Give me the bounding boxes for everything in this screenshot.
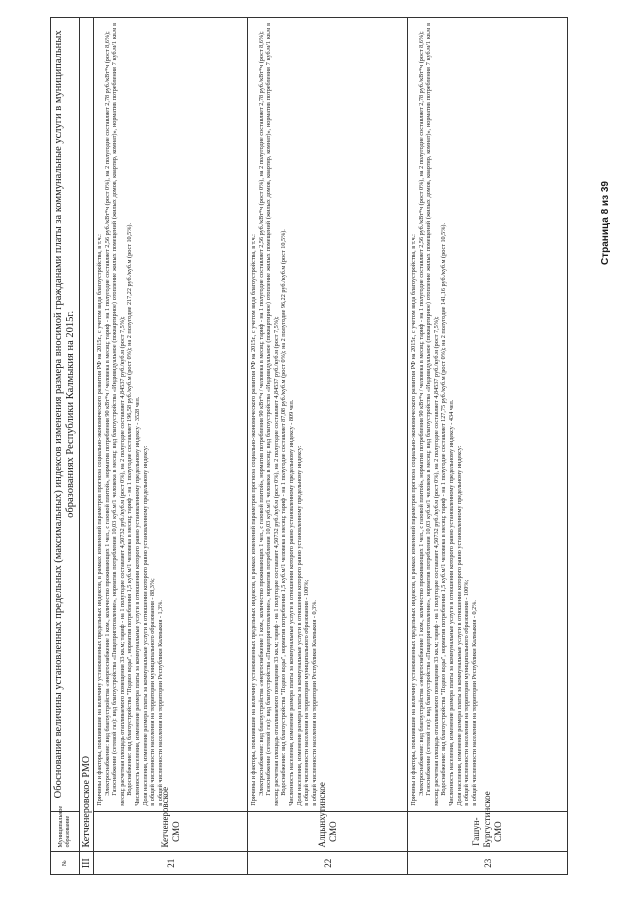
table-row — [248, 18, 408, 875]
row-number: 23 — [408, 852, 568, 875]
col-municipality-header: Муниципальное образование — [51, 811, 80, 852]
row-municipality: Гашун-Бургустинское СМО — [408, 811, 568, 852]
justification-line: в общей численности населения на территории муниципального образования - 100%; — [463, 579, 471, 806]
justification-line: в общей численности населения на территории муниципального образования - 100%; — [303, 579, 311, 806]
section-number: III — [80, 852, 94, 875]
justification-line: в общей численности населения на территории Республики Калмыкия - 1,3%. — [156, 600, 164, 806]
justification-line: Численность населения, изменение размера платы за коммунальные услуги в отношении которого равно установленному предельному индексу - 434 чел. — [447, 399, 455, 806]
table-row — [408, 18, 568, 875]
page-number: Страница 8 из 39 — [600, 181, 611, 265]
section-row — [80, 18, 94, 875]
tariff-table — [50, 17, 568, 875]
row-justification — [94, 18, 248, 812]
justification-line: Численность населения, изменение размера платы за коммунальные услуги в отношении которого равно установленному предельному индексу - 3528 чел. — [133, 396, 141, 806]
row-number: 22 — [248, 852, 408, 875]
row-justification — [248, 18, 408, 812]
justification-line: Численность населения, изменение размера платы за коммунальные услуги в отношении которого равно установленному предельному индексу - 809 чел. — [287, 399, 295, 806]
justification-line: Водоснабжение: вид благоустройства "Подвоз воды", норматив потребления 1,5 куб.м/1 человека в месяц; тариф - на 1 полугодие составляет 196,58 руб./куб.м (рост 0%); на 2 полугодие 217,22 руб./куб.м (рост 10,5%). — [126, 222, 134, 796]
justification-line: Электроснабжение: вид благоустройства «энергоснабжение 1 ком., количество проживающих 1 чел., с газовой плитой», норматив потребления 90 кВт*ч / человека в месяц; тариф - на 1 полугодие составляет 2,56 руб./кВт*ч (рост 0%), на 2 полугодие составляет 2,78 руб./кВт*ч (рост 8,6%); — [103, 31, 111, 796]
row-justification — [408, 18, 568, 812]
justification-line: Электроснабжение: вид благоустройства «энергоснабжение 1 ком., количество проживающих 1 чел., с газовой плитой», норматив потребления 90 кВт*ч / человека в месяц; тариф - на 1 полугодие составляет 2,56 руб./кВт*ч (рост 0%), на 2 полугодие составляет 2,78 руб./кВт*ч (рост 8,6%); — [257, 31, 265, 796]
col-num-header: № — [51, 852, 80, 875]
section-name: Кетченеровское РМО — [80, 18, 94, 852]
justification-line: Причины и факторы, повлиявшие на величину установленных предельных индексов, в рамках изменений параметров прогноза социально-экономического развития РФ на 2015г., с учетом вида благоустройства, в т.ч.: — [410, 234, 418, 806]
row-municipality: Алцынхутинское СМО — [248, 811, 408, 852]
table-row — [94, 18, 248, 875]
justification-line: Водоснабжение: вид благоустройства "Подвоз воды", норматив потребления 1,5 куб.м/1 человека в месяц; тариф - на 1 полугодие составляет 87,08 руб./куб.м (рост 0%); на 2 полугодие 96,22 руб./куб.м (рост 10,5%). — [280, 229, 288, 796]
justification-line: в общей численности населения на территории муниципального образования - 88,3%; — [149, 578, 157, 806]
justification-line: Причины и факторы, повлиявшие на величину установленных предельных индексов, в рамках изменений параметров прогноза социально-экономического развития РФ на 2015г., с учетом вида благоустройства, в т.ч.: — [250, 234, 258, 806]
justification-line: в общей численности населения на территории Республики Калмыкия - 0,3%. — [310, 600, 318, 806]
row-municipality: Кетченеровское СМО — [94, 811, 248, 852]
justification-line: Газоснабжение (сетевой газ): вид благоустройства «Пищеприготовление», норматив потребления 10,03 куб.м/1 человека в месяц; вид благоустройства «Индивидуальное (поквартирное) отопление жилых помещений (жилых домов, квартир, комнат)», норматив потребления 7 куб.м/1 кв.м в месяц; расчетная площадь отапливаемого помещения 33 кв.м; тариф - на 1 полугодие составляет 4,50732 руб./куб.м (рост 0%), на 2 полугодие составляет 4,84537 руб./куб.м (рост 7,5%); — [265, 23, 280, 806]
justification-line: Доля населения, изменение размера платы за коммунальные услуги в отношении которого равно установленному предельному индексу: — [141, 445, 149, 806]
row-number: 21 — [94, 852, 248, 875]
justification-line: Газоснабжение (сетевой газ): вид благоустройства «Пищеприготовление», норматив потребления 10,03 куб.м/1 человека в месяц; вид благоустройства «Индивидуальное (поквартирное) отопление жилых помещений (жилых домов, квартир, комнат)», норматив потребления 7 куб.м/1 кв.м в месяц; расчетная площадь отапливаемого помещения 33 кв.м; тариф - на 1 полугодие составляет 4,50732 руб./куб.м (рост 0%), на 2 полугодие составляет 4,84537 руб./куб.м (рост 7,5%); — [111, 23, 126, 806]
justification-line: в общей численности населения на территории Республики Калмыкия - 0,2%. — [470, 600, 478, 806]
justification-line: Водоснабжение: вид благоустройства "Подвоз воды", норматив потребления 1,5 куб.м/1 человека в месяц; тариф - на 1 полугодие составляет 127,75 руб./куб.м (рост 0%); на 2 полугодие 141,16 руб./куб.м (рост 10,5%). — [440, 222, 448, 796]
table-header-row — [51, 18, 80, 875]
justification-line: Газоснабжение (сетевой газ): вид благоустройства «Пищеприготовление», норматив потребления 10,03 куб.м/1 человека в месяц; вид благоустройства «Индивидуальное (поквартирное) отопление жилых помещений (жилых домов, квартир, комнат)», норматив потребления 7 куб.м/1 кв.м в месяц; расчетная площадь отапливаемого помещения 33 кв.м; тариф - на 1 полугодие составляет 4,50732 руб./куб.м (рост 0%), на 2 полугодие составляет 4,84537 руб./куб.м (рост 7,5%); — [425, 23, 440, 806]
justification-line: Причины и факторы, повлиявшие на величину установленных предельных индексов, в рамках изменений параметров прогноза социально-экономического развития РФ на 2015г., с учетом вида благоустройства, в т.ч.: — [96, 234, 104, 806]
justification-line: Электроснабжение: вид благоустройства «энергоснабжение 1 ком., количество проживающих 1 чел., с газовой плитой», норматив потребления 90 кВт*ч / человека в месяц; тариф - на 1 полугодие составляет 2,56 руб./кВт*ч (рост 0%), на 2 полугодие составляет 2,78 руб./кВт*ч (рост 8,6%); — [417, 31, 425, 796]
justification-line: Доля населения, изменение размера платы за коммунальные услуги в отношении которого равно установленному предельному индексу: — [295, 445, 303, 806]
col-justification-header: Обоснование величины установленных предельных (максимальных) индексов изменения размера вносимой гражданами платы за коммунальные услуги в муниципальных образованиях Республики Калмыкия на 2015г. — [51, 18, 80, 812]
justification-line: Доля населения, изменение размера платы за коммунальные услуги в отношении которого равно установленному предельному индексу: — [455, 445, 463, 806]
